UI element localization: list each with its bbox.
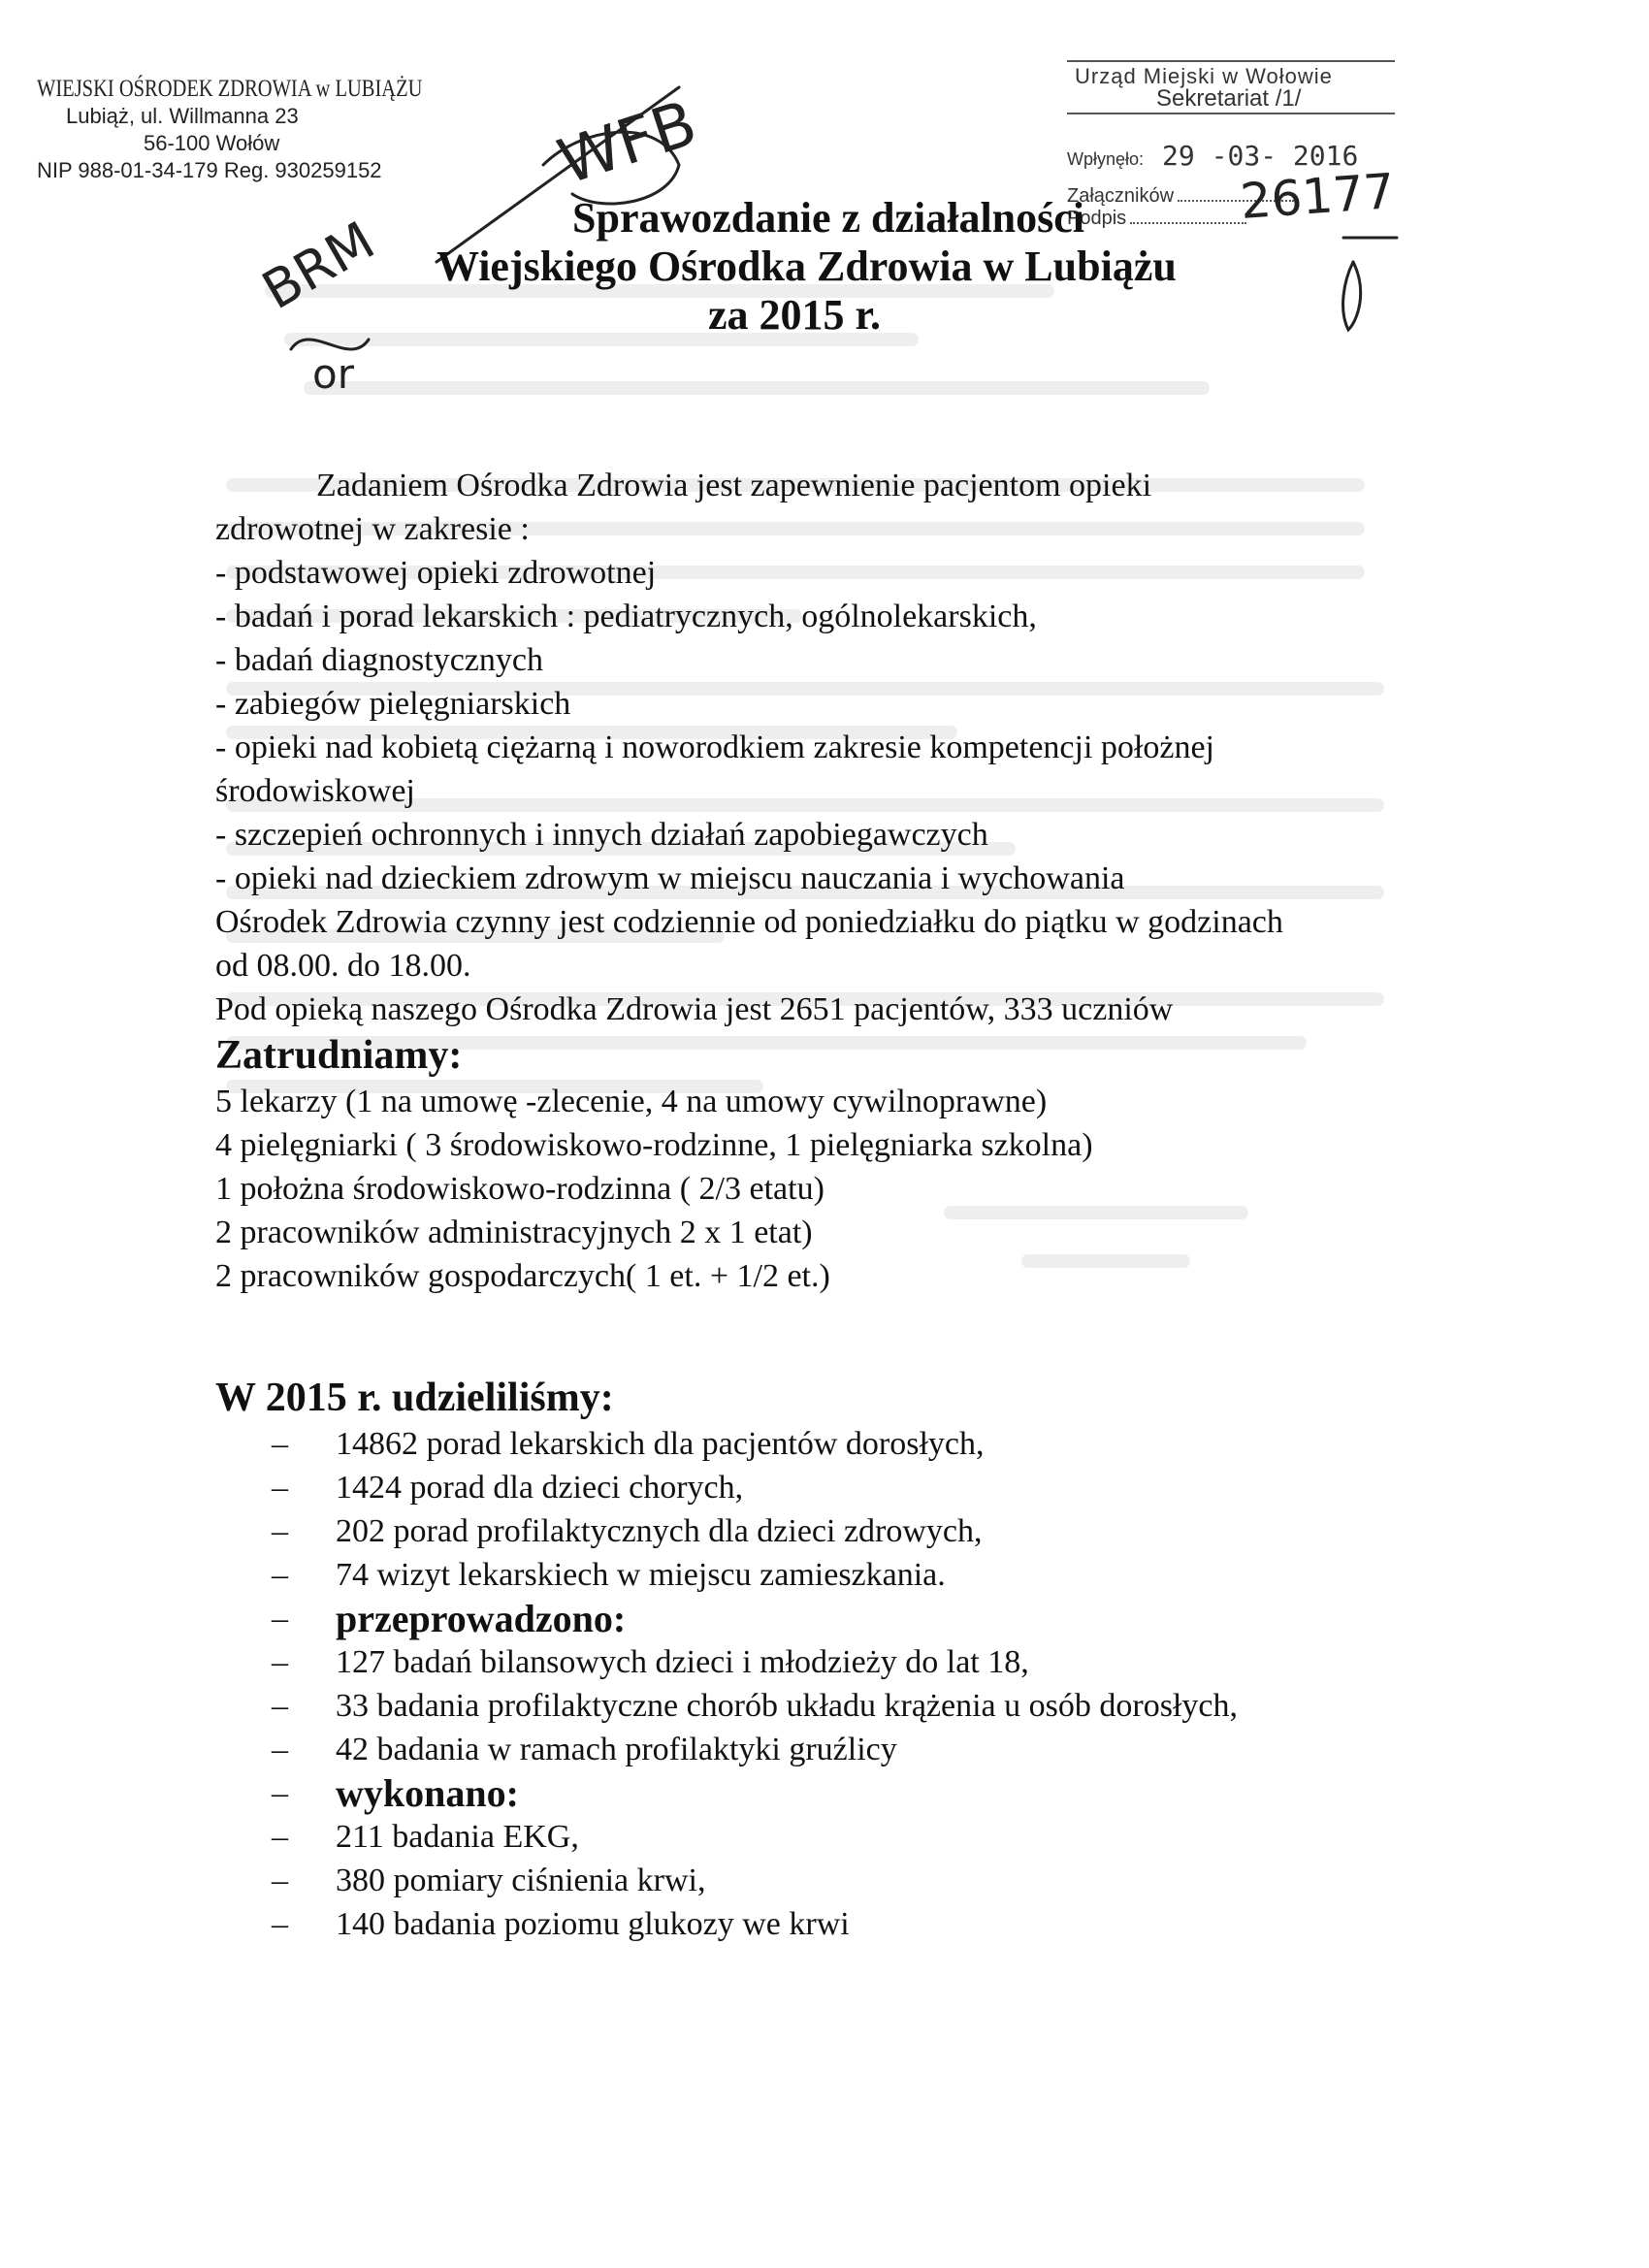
list-dash: – [272,1775,288,1811]
list-dash: – [272,1644,288,1680]
document-body [215,464,1496,1946]
bracket-stroke [1343,262,1361,330]
scope-item: - opieki nad dzieckiem zdrowym w miejscu nauczania i wychowania [215,860,1125,896]
conducted-item [215,1684,1496,1728]
stamp-received-date: 29 -03- 2016 [1162,140,1359,172]
opening-hours: Ośrodek Zdrowia czynny jest codziennie od poniedziałku do piątku w godzinach [215,904,1283,940]
staff-heading: Zatrudniamy: [215,1033,463,1078]
list-dash: – [272,1688,288,1724]
list-dash: – [272,1863,288,1898]
services-item-text: 202 porad profilaktycznych dla dzieci zdrowych, [336,1513,983,1549]
performed-item [215,1815,1496,1859]
conducted-item [215,1640,1496,1684]
list-dash: – [272,1906,288,1942]
services-heading: W 2015 r. udzieliliśmy: [215,1376,614,1420]
sender-ids: NIP 988-01-34-179 Reg. 930259152 [37,158,382,182]
scope-item: - badań diagnostycznych [215,642,543,678]
scope-item: - opieki nad kobietą ciężarną i noworodkiem zakresie kompetencji położnej [215,729,1214,765]
performed-item [215,1859,1496,1902]
stamp-department: Sekretariat /1/ [1067,85,1395,114]
staff-item: 2 pracowników administracyjnych 2 x 1 etat) [215,1215,813,1250]
conducted-item-text: 42 badania w ramach profilaktyki gruźlicy [336,1732,897,1767]
services-item-text: 74 wizyt lekarskiech w miejscu zamieszkania. [336,1557,946,1593]
stamp-received-label: Wpłynęło: [1067,149,1145,169]
opening-hours-cont: od 08.00. do 18.00. [215,948,471,984]
list-dash: – [272,1470,288,1506]
services-item-text: 14862 porad lekarskich dla pacjentów dorosłych, [336,1426,985,1462]
services-item [215,1422,1496,1466]
handwritten-note-c: or [312,350,354,398]
scope-item: - zabiegów pielęgniarskich [215,686,571,722]
performed-heading: wykonano: [336,1771,519,1815]
performed-item [215,1902,1496,1946]
list-dash: – [272,1819,288,1855]
staff-item: 1 położna środowiskowo-rodzinna ( 2/3 etatu) [215,1171,824,1207]
sender-address: Lubiąż, ul. Willmanna 23 [66,104,299,128]
list-dash: – [272,1557,288,1593]
handwritten-note-a: WFB [550,87,705,200]
staff-item: 2 pracowników gospodarczych( 1 et. + 1/2 et.) [215,1258,830,1294]
handwritten-note-b: BRM [252,210,385,322]
scope-item: - szczepień ochronnych i innych działań zapobiegawczych [215,817,988,853]
stamp-signature-label: Podpis [1067,208,1127,229]
staff-item: 5 lekarzy (1 na umowę -zlecenie, 4 na umowy cywilnoprawne) [215,1084,1048,1119]
section-gap [215,1298,1496,1374]
services-item [215,1466,1496,1509]
stamp-attachments-label: Załączników [1067,185,1175,207]
list-dash: – [272,1426,288,1462]
sender-name: WIEJSKI OŚRODEK ZDROWIA w LUBIĄŻU [37,76,423,102]
list-dash: – [272,1601,288,1636]
stamp-office: Urząd Miejski w Wołowie [1067,60,1395,89]
sender-postal: 56-100 Wołów [144,131,280,155]
conducted-heading: przeprowadzono: [336,1597,627,1640]
list-dash: – [272,1732,288,1767]
list-dash: – [272,1513,288,1549]
document-title [417,194,1290,340]
intro-paragraph-cont: zdrowotnej w zakresie : [215,511,530,547]
scope-item: - podstawowej opieki zdrowotnej [215,555,657,591]
services-item [215,1553,1496,1597]
patients-count: Pod opieką naszego Ośrodka Zdrowia jest 2651 pacjentów, 333 uczniów [215,991,1174,1027]
scope-item: - badań i porad lekarskich : pediatrycznych, ogólnolekarskich, [215,599,1037,634]
performed-heading-line [215,1771,1496,1815]
scope-item: środowiskowej [215,773,415,809]
performed-item-text: 140 badania poziomu glukozy we krwi [336,1906,850,1942]
conducted-item-text: 33 badania profilaktyczne chorób układu krążenia u osób dorosłych, [336,1688,1238,1724]
services-item-text: 1424 porad dla dzieci chorych, [336,1470,744,1506]
performed-item-text: 380 pomiary ciśnienia krwi, [336,1863,706,1898]
handwritten-reg-number: 26177 [1238,163,1397,230]
staff-item: 4 pielęgniarki ( 3 środowiskowo-rodzinne, 1 pielęgniarka szkolna) [215,1127,1093,1163]
conducted-item [215,1728,1496,1771]
title-line-3: za 2015 r. [708,291,882,339]
conducted-heading-line [215,1597,1496,1640]
performed-item-text: 211 badania EKG, [336,1819,579,1855]
scribble-stroke [291,340,369,349]
title-line-1: Sprawozdanie z działalności [572,194,1085,242]
services-item [215,1509,1496,1553]
intro-paragraph: Zadaniem Ośrodka Zdrowia jest zapewnienie pacjentom opieki [316,468,1152,503]
conducted-item-text: 127 badań bilansowych dzieci i młodzieży do lat 18, [336,1644,1029,1680]
title-line-2: Wiejskiego Ośrodka Zdrowia w Lubiążu [436,243,1177,290]
